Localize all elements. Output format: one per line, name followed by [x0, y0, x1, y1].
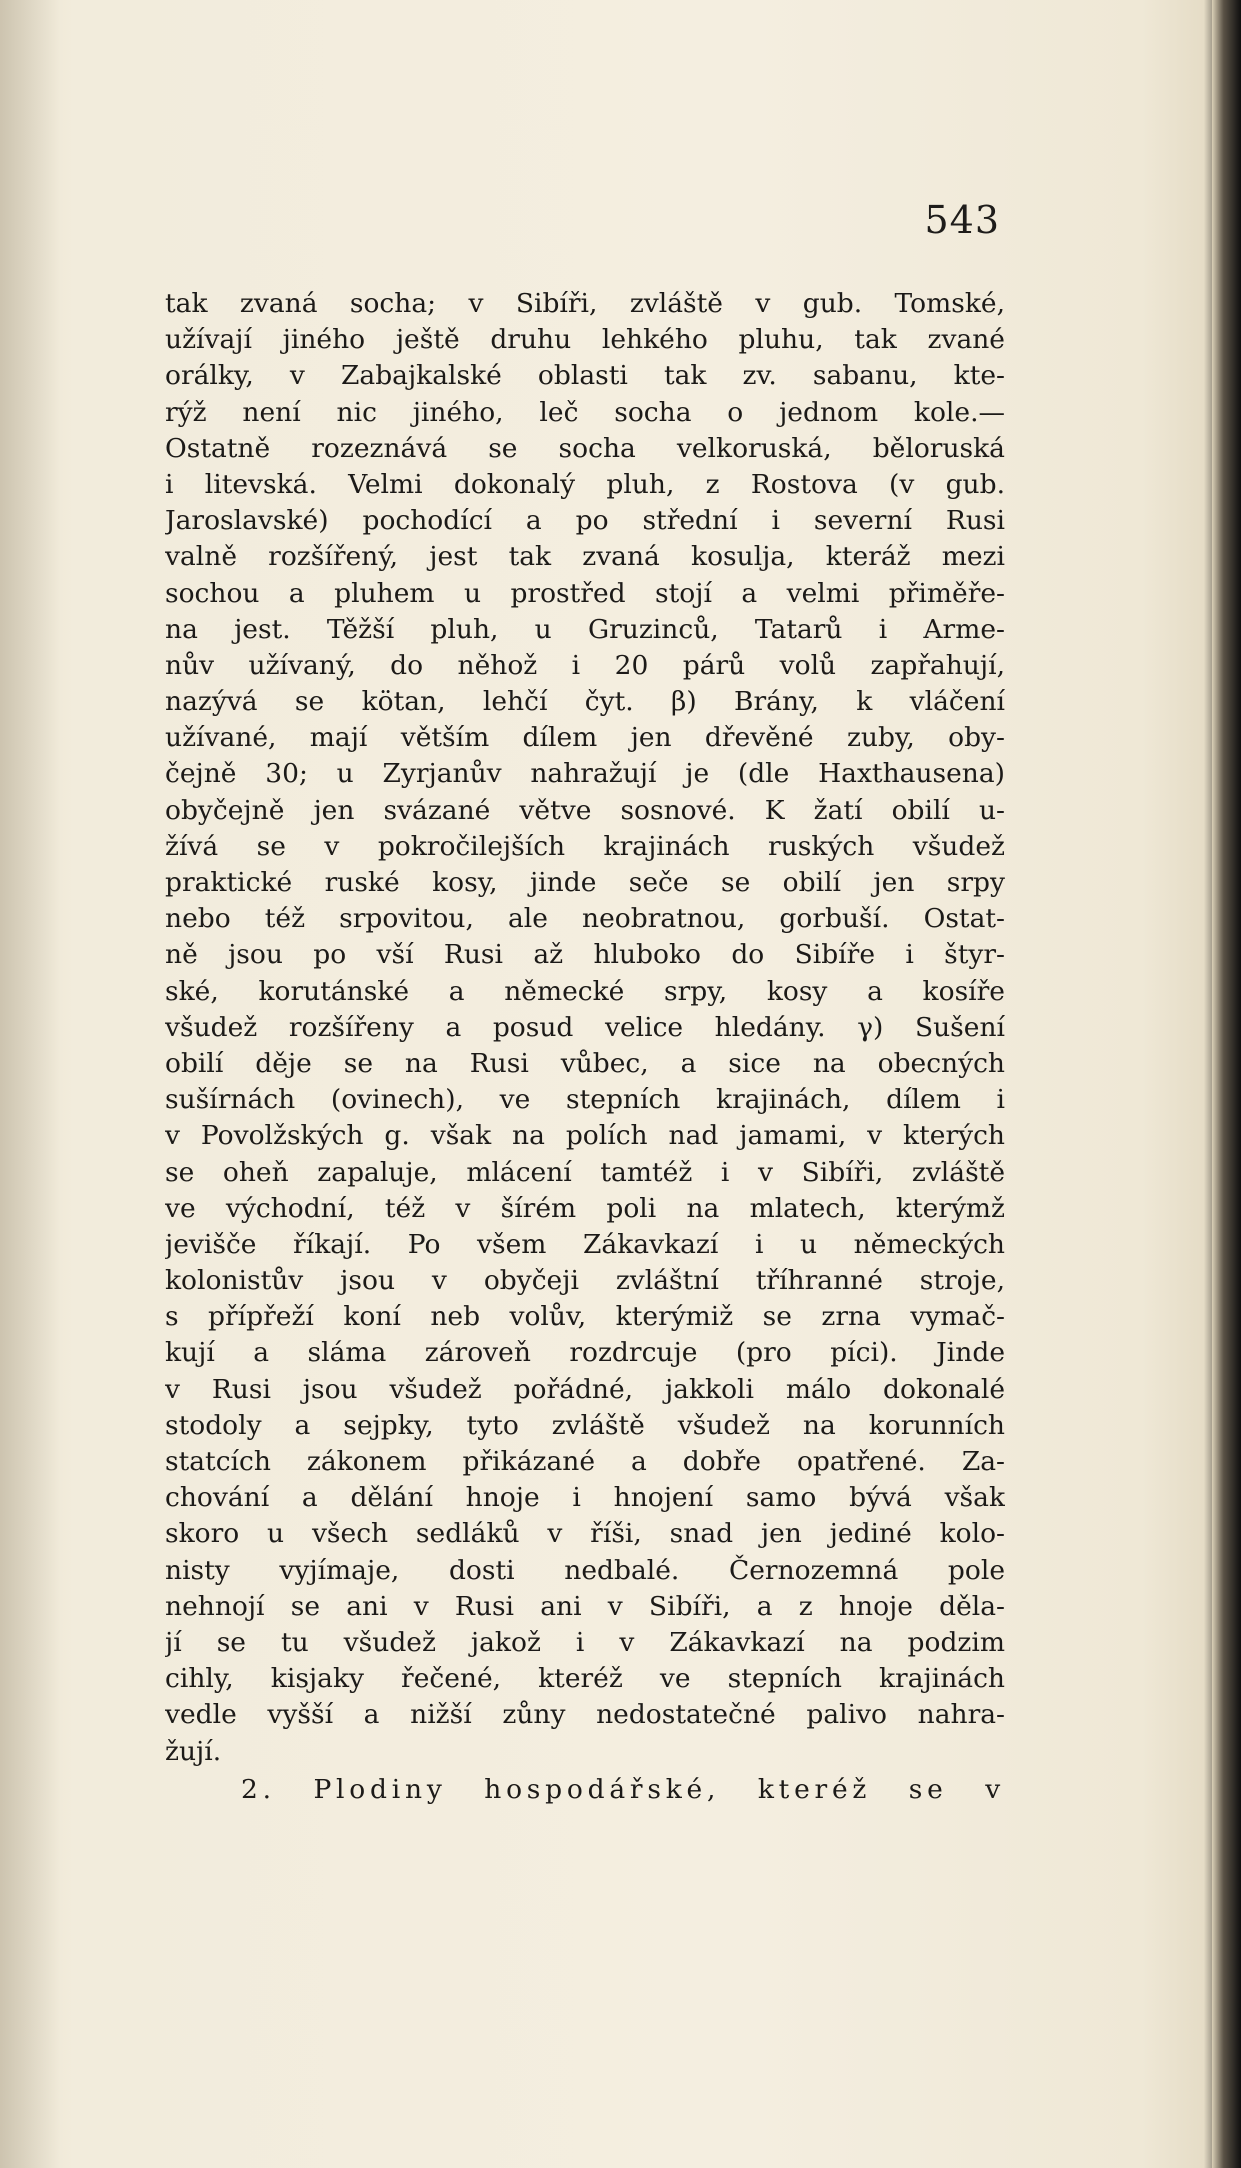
page-number: 543: [924, 198, 1000, 242]
text-line: nazývá se kötan, lehčí čyt. β) Brány, k vláčení: [165, 686, 1005, 718]
text-line: ve východní, též v šírém poli na mlatech, kterýmž: [165, 1192, 1005, 1224]
spine-shadow: [0, 0, 60, 2168]
text-line: cihly, kisjaky řečené, kteréž ve stepních krajinách: [165, 1663, 1005, 1695]
text-line: všudež rozšířeny a posud velice hledány. γ) Sušení: [165, 1011, 1005, 1043]
text-line: jevišče říkají. Po všem Zákavkazí i u německých: [165, 1228, 1005, 1260]
text-line: Ostatně rozeznává se socha velkoruská, běloruská: [165, 432, 1005, 464]
text-line: Jaroslavské) pochodící a po střední i severní Rusi: [165, 505, 1005, 537]
text-line: užívají jiného ještě druhu lehkého pluhu, tak zvané: [165, 324, 1005, 356]
text-line: s přípřeží koní neb volův, kterýmiž se zrna vymač-: [165, 1301, 1005, 1333]
text-line: ně jsou po vší Rusi až hluboko do Sibíře i štyr-: [165, 939, 1005, 971]
text-line: žují.: [165, 1735, 222, 1767]
text-line: v Rusi jsou všudež pořádné, jakkoli málo dokonalé: [165, 1373, 1005, 1405]
text-line: čejně 30; u Zyrjanův nahražují je (dle Haxthausena): [165, 758, 1005, 790]
text-line: nův užívaný, do něhož i 20 párů volů zapřahují,: [165, 649, 1005, 681]
text-line: nebo též srpovitou, ale neobratnou, gorbuší. Ostat-: [165, 903, 1005, 935]
text-line: skoro u všech sedláků v říši, snad jen jediné kolo-: [165, 1518, 1005, 1550]
text-line: sušírnách (ovinech), ve stepních krajinách, dílem i: [165, 1084, 1005, 1116]
text-line: statcích zákonem přikázané a dobře opatřené. Za-: [165, 1446, 1005, 1477]
text-line: na jest. Těžší pluh, u Gruzinců, Tatarů i Arme-: [165, 613, 1005, 645]
text-line: obyčejně jen svázané větve sosnové. K žatí obilí u-: [165, 794, 1005, 826]
text-line: nisty vyjímaje, dosti nedbalé. Černozemná pole: [165, 1554, 1005, 1586]
text-line: praktické ruské kosy, jinde seče se obilí jen srpy: [165, 867, 1005, 898]
text-line: obilí děje se na Rusi vůbec, a sice na obecných: [165, 1047, 1005, 1079]
text-line: orálky, v Zabajkalské oblasti tak zv. sabanu, kte-: [165, 360, 1005, 392]
text-line: užívané, mají větším dílem jen dřevěné zuby, oby-: [165, 722, 1005, 754]
text-line: jí se tu všudež jakož i v Zákavkazí na podzim: [165, 1626, 1005, 1658]
text-line: nehnojí se ani v Rusi ani v Sibíři, a z hnoje děla-: [165, 1590, 1005, 1622]
text-line: kolonistův jsou v obyčeji zvláštní tříhranné stroje,: [165, 1265, 1005, 1297]
text-line: vedle vyšší a nižší zůny nedostatečné palivo nahra-: [165, 1699, 1005, 1731]
text-line: tak zvaná socha; v Sibíři, zvláště v gub. Tomské,: [165, 288, 1005, 319]
text-line: se oheň zapaluje, mlácení tamtéž i v Sibíři, zvláště: [165, 1156, 1005, 1188]
text-line: stodoly a sejpky, tyto zvláště všudež na korunních: [165, 1409, 1005, 1441]
text-line: žívá se v pokročilejších krajinách ruských všudež: [165, 830, 1005, 862]
text-line: valně rozšířený, jest tak zvaná kosulja, kteráž mezi: [165, 541, 1005, 573]
text-line: rýž není nic jiného, leč socha o jednom kole.—: [165, 396, 1005, 428]
text-line: ské, korutánské a německé srpy, kosy a kosíře: [165, 975, 1005, 1007]
body-text: [165, 286, 1005, 1808]
section-heading-line: 2. Plodiny hospodářské, kteréž se v: [241, 1773, 1005, 1805]
text-line: chování a dělání hnoje i hnojení samo bývá však: [165, 1482, 1005, 1514]
text-line: i litevská. Velmi dokonalý pluh, z Rostova (v gub.: [165, 468, 1005, 500]
text-line: kují a sláma zároveň rozdrcuje (pro píci). Jinde: [165, 1337, 1005, 1369]
text-line: v Povolžských g. však na polích nad jamami, v kterých: [165, 1120, 1005, 1152]
text-line: sochou a pluhem u prostřed stojí a velmi přiměře-: [165, 577, 1005, 609]
page-edge: [1212, 0, 1241, 2168]
